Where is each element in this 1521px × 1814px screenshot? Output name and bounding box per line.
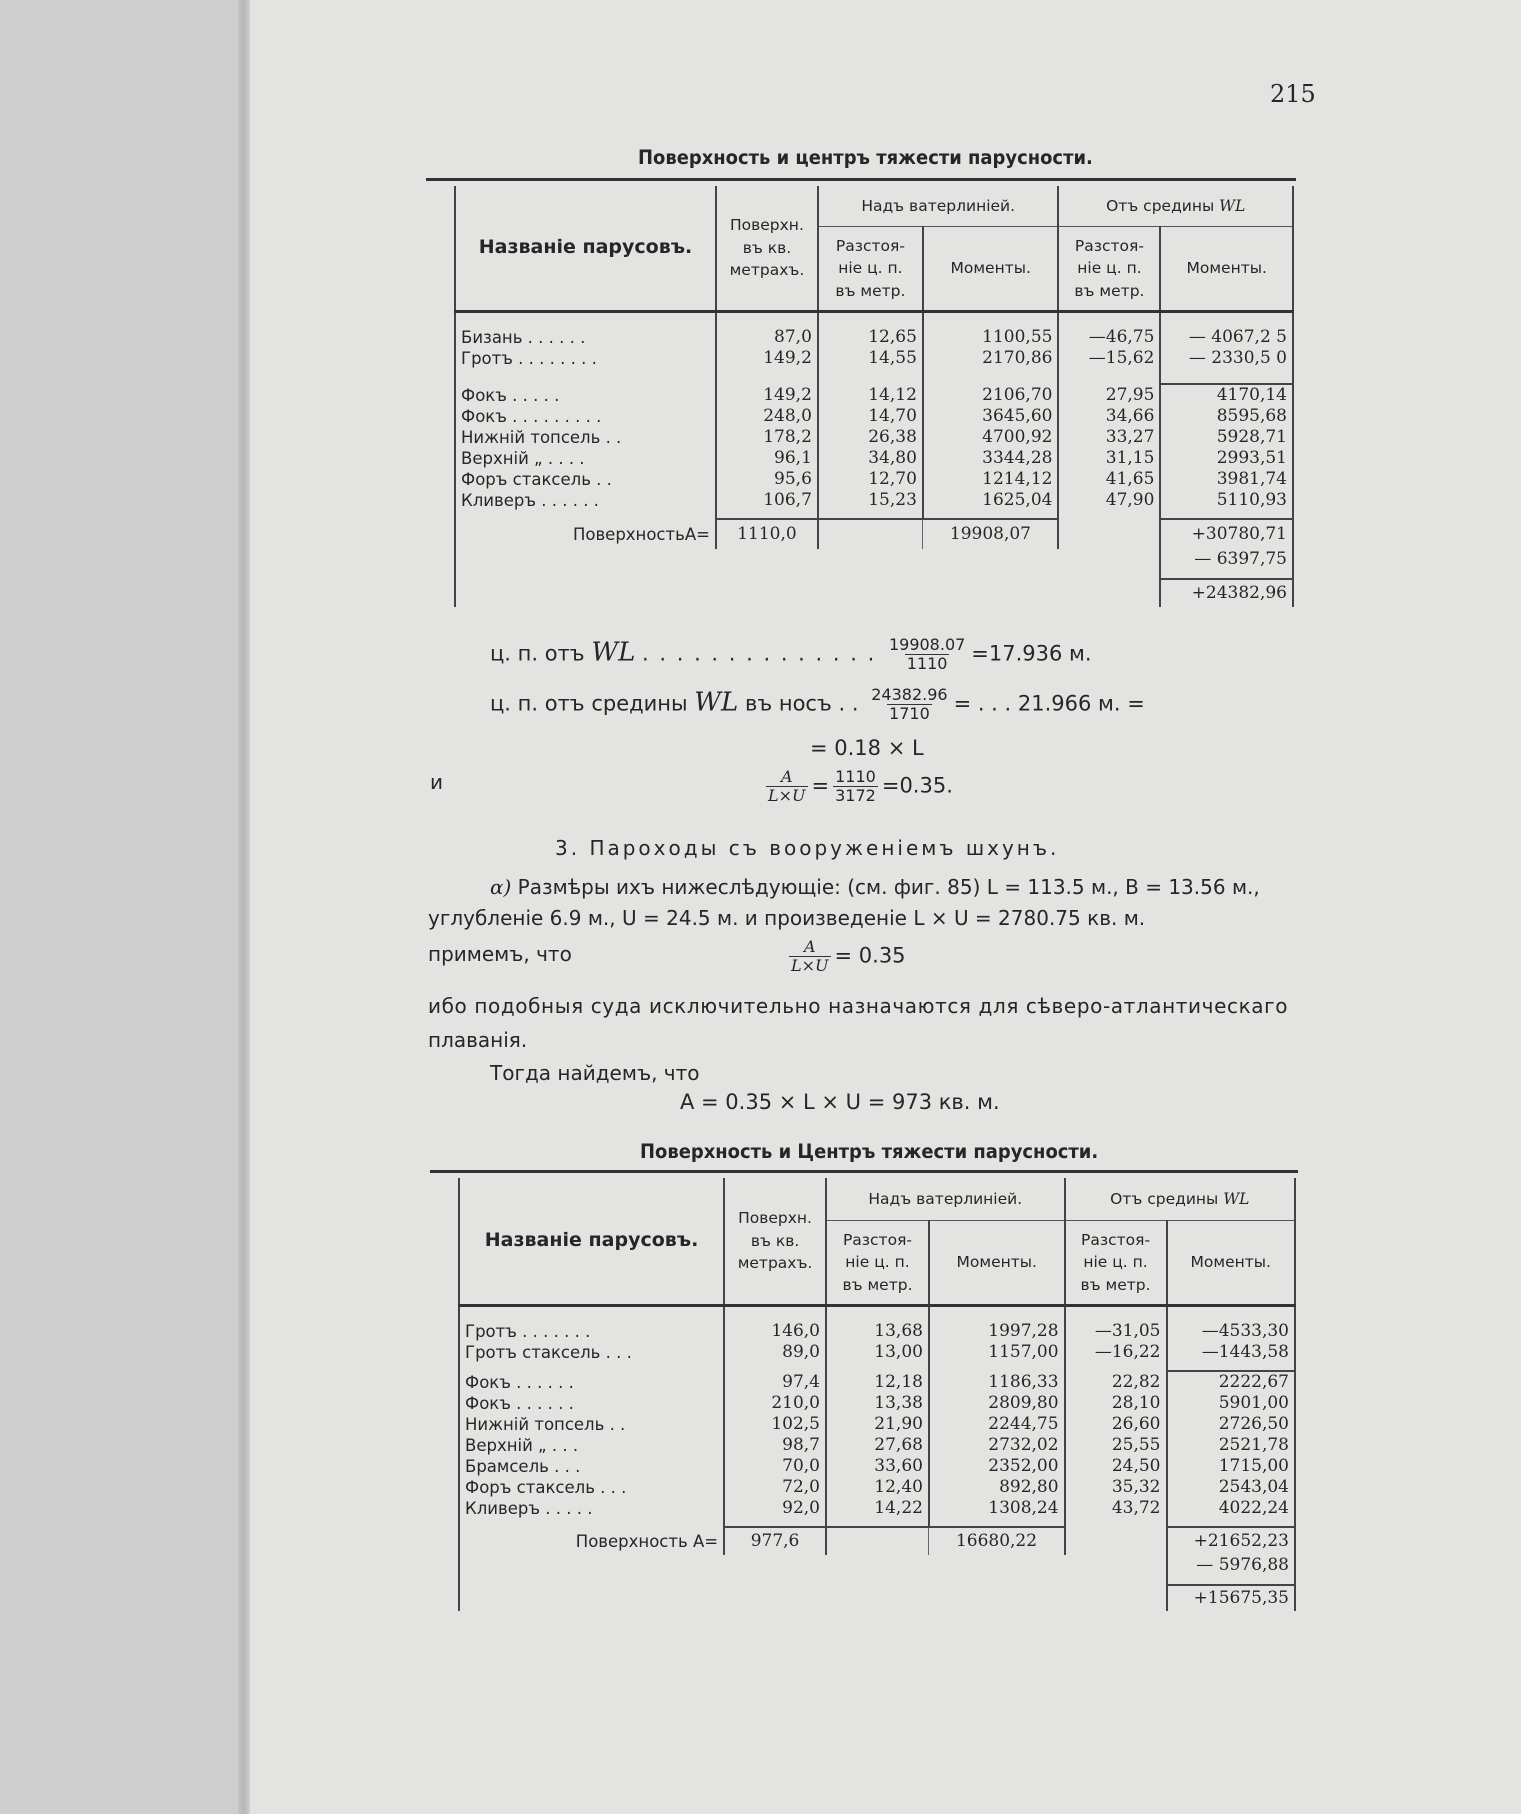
table1-header-above-wl: Надъ ватерлиніей. <box>818 186 1059 227</box>
sail-name: Брамсель . . . <box>459 1456 724 1477</box>
sail-area: 149,2 <box>716 348 818 369</box>
table2-row <box>459 1414 1295 1435</box>
sail-distance: —15,62 <box>1058 348 1160 369</box>
table2-title: Поверхность и Центръ тяжести парусности. <box>640 1140 1099 1163</box>
sail-height-moment: 2170,86 <box>923 348 1059 369</box>
sail-name: Гротъ . . . . . . . . <box>455 348 716 369</box>
sail-distance: —16,22 <box>1065 1342 1167 1363</box>
sail-height-moment: 1214,12 <box>923 469 1059 490</box>
facing-page <box>0 0 250 1814</box>
sail-height: 12,40 <box>826 1477 929 1498</box>
sail-distance-moment: 3981,74 <box>1160 469 1293 490</box>
area-formula: A = 0.35 × L × U = 973 кв. м. <box>680 1090 1000 1114</box>
table2-top-rule <box>430 1170 1298 1173</box>
sail-height: 14,55 <box>818 348 923 369</box>
sail-name: Бизань . . . . . . <box>455 327 716 348</box>
sail-distance-moment: 2521,78 <box>1167 1435 1296 1456</box>
sail-height-moment: 1308,24 <box>929 1498 1065 1519</box>
paragraph-2-line-2: плаванія. <box>428 1028 528 1052</box>
table2-row <box>459 1456 1295 1477</box>
sail-area: 248,0 <box>716 406 818 427</box>
sail-height: 15,23 <box>818 490 923 511</box>
calc-line-2: ц. п. отъ средины WL въ носъ . . $\frac{24382.96}{1710}$ = . . . 21.966 м. = <box>490 685 1145 723</box>
table2-total-area: 977,6 <box>724 1527 826 1555</box>
sail-area: 70,0 <box>724 1456 826 1477</box>
table1-row <box>455 448 1293 469</box>
table2-header-moments2: Моменты. <box>1167 1221 1296 1306</box>
sail-distance-moment: 2543,04 <box>1167 1477 1296 1498</box>
table1-header-dist2: Разстоя- ніе ц. п. въ метр. <box>1058 227 1160 312</box>
sail-distance: 28,10 <box>1065 1393 1167 1414</box>
calc-line-1: ц. п. отъ WL . . . . . . . . . . . . . . $\frac{19908.07}{1110}$ =17.936 м. <box>490 635 1092 673</box>
sail-distance-moment: 2222,67 <box>1167 1371 1296 1393</box>
sail-area: 149,2 <box>716 384 818 406</box>
table1-header-moments2: Моменты. <box>1160 227 1293 312</box>
table1-total-moment: 19908,07 <box>923 519 1059 549</box>
sail-area: 106,7 <box>716 490 818 511</box>
table2-moment-result: +15675,35 <box>1167 1585 1296 1611</box>
paragraph-2-line-1: ибо подобныя суда исключительно назначаются для сѣверо-атлантическаго <box>428 994 1289 1018</box>
sail-area: 72,0 <box>724 1477 826 1498</box>
sail-name: Кливеръ . . . . . <box>459 1498 724 1519</box>
sail-distance: 26,60 <box>1065 1414 1167 1435</box>
sail-distance-moment: 4022,24 <box>1167 1498 1296 1519</box>
sail-height: 21,90 <box>826 1414 929 1435</box>
table1-header-surface: Поверхн. въ кв. метрахъ. <box>716 186 818 312</box>
sail-height-moment: 2244,75 <box>929 1414 1065 1435</box>
table2-total-label: Поверхность A= <box>459 1527 724 1555</box>
sail-height: 12,18 <box>826 1371 929 1393</box>
page-number: 215 <box>1270 80 1316 108</box>
sail-distance-moment: —1443,58 <box>1167 1342 1296 1363</box>
sail-name: Верхній „ . . . . <box>455 448 716 469</box>
sail-distance: 43,72 <box>1065 1498 1167 1519</box>
table1-moment-result: +24382,96 <box>1160 579 1293 607</box>
table1-row <box>455 348 1293 369</box>
sail-distance: 24,50 <box>1065 1456 1167 1477</box>
sail-height-moment: 2352,00 <box>929 1456 1065 1477</box>
sail-area: 92,0 <box>724 1498 826 1519</box>
table1-header-row <box>455 186 1293 227</box>
table2-header-name: Названіе парусовъ. <box>459 1178 724 1306</box>
sail-name: Форъ стаксель . . <box>455 469 716 490</box>
sail-distance-moment: 2726,50 <box>1167 1414 1296 1435</box>
table2-moment-minus: — 5976,88 <box>1167 1555 1296 1585</box>
sail-distance: 25,55 <box>1065 1435 1167 1456</box>
calc-line-3: = 0.18 × L <box>810 736 924 760</box>
table2-row <box>459 1342 1295 1363</box>
sail-name: Фокъ . . . . . . <box>459 1371 724 1393</box>
table2-row <box>459 1498 1295 1519</box>
sail-area: 95,6 <box>716 469 818 490</box>
sail-height-moment: 892,80 <box>929 1477 1065 1498</box>
book-page <box>250 0 1521 1814</box>
table1-row <box>455 469 1293 490</box>
sail-name: Фокъ . . . . . . . . . <box>455 406 716 427</box>
table2-moment-plus: +21652,23 <box>1167 1527 1296 1555</box>
sail-height-moment: 2106,70 <box>923 384 1059 406</box>
table1-top-rule <box>426 178 1296 181</box>
table1-row <box>455 427 1293 448</box>
table1-total-label: ПоверхностьA= <box>455 519 716 549</box>
sail-height: 33,60 <box>826 1456 929 1477</box>
table2-header-dist: Разстоя- ніе ц. п. въ метр. <box>826 1221 929 1306</box>
sail-height-moment: 1157,00 <box>929 1342 1065 1363</box>
sail-distance-moment: 1715,00 <box>1167 1456 1296 1477</box>
sail-area: 87,0 <box>716 327 818 348</box>
sail-distance: 41,65 <box>1058 469 1160 490</box>
sail-distance: 47,90 <box>1058 490 1160 511</box>
sail-name: Гротъ . . . . . . . <box>459 1321 724 1342</box>
table2-header-above-wl: Надъ ватерлиніей. <box>826 1178 1065 1221</box>
sail-name: Верхній „ . . . <box>459 1435 724 1456</box>
sail-distance: 33,27 <box>1058 427 1160 448</box>
sail-area: 146,0 <box>724 1321 826 1342</box>
table1 <box>454 186 1294 607</box>
sail-name: Кливеръ . . . . . . <box>455 490 716 511</box>
calc-and: и <box>430 770 443 794</box>
sail-distance-moment: 5110,93 <box>1160 490 1293 511</box>
ratio-formula: $\frac{A}{L\times U}$ = 0.35 <box>791 937 906 975</box>
sail-distance: 34,66 <box>1058 406 1160 427</box>
table2-header-surface: Поверхн. въ кв. метрахъ. <box>724 1178 826 1306</box>
table1-header-moments: Моменты. <box>923 227 1059 312</box>
sail-height-moment: 1625,04 <box>923 490 1059 511</box>
table2-header-from-mid: Отъ средины WL <box>1065 1178 1295 1221</box>
sail-distance: —31,05 <box>1065 1321 1167 1342</box>
sail-height-moment: 1997,28 <box>929 1321 1065 1342</box>
sail-name: Нижній топсель . . <box>455 427 716 448</box>
sail-name: Фокъ . . . . . <box>455 384 716 406</box>
sail-name: Форъ стаксель . . . <box>459 1477 724 1498</box>
paragraph-1-line-2: углубленіе 6.9 м., U = 24.5 м. и произведеніе L × U = 2780.75 кв. м. <box>428 906 1146 930</box>
sail-height-moment: 2732,02 <box>929 1435 1065 1456</box>
sail-area: 178,2 <box>716 427 818 448</box>
sail-distance-moment: — 2330,5 0 <box>1160 348 1293 369</box>
sail-distance-moment: —4533,30 <box>1167 1321 1296 1342</box>
sail-distance: —46,75 <box>1058 327 1160 348</box>
sail-area: 210,0 <box>724 1393 826 1414</box>
sail-distance-moment: 4170,14 <box>1160 384 1293 406</box>
table2-row <box>459 1393 1295 1414</box>
table2-row <box>459 1477 1295 1498</box>
table1-moment-minus: — 6397,75 <box>1160 549 1293 579</box>
paragraph-3: Тогда найдемъ, что <box>490 1061 700 1085</box>
table1-header-from-mid: Отъ средины WL <box>1058 186 1293 227</box>
table1-title: Поверхность и центръ тяжести парусности. <box>638 146 1093 169</box>
table1-row <box>455 384 1293 406</box>
sail-height: 14,22 <box>826 1498 929 1519</box>
sail-area: 89,0 <box>724 1342 826 1363</box>
sail-height: 27,68 <box>826 1435 929 1456</box>
table2-total-moment: 16680,22 <box>929 1527 1065 1555</box>
sail-distance: 22,82 <box>1065 1371 1167 1393</box>
sail-name: Нижній топсель . . <box>459 1414 724 1435</box>
sail-height-moment: 3344,28 <box>923 448 1059 469</box>
sail-distance: 27,95 <box>1058 384 1160 406</box>
table2-total-row <box>459 1527 1295 1555</box>
sail-area: 96,1 <box>716 448 818 469</box>
sail-height: 26,38 <box>818 427 923 448</box>
sail-distance-moment: 2993,51 <box>1160 448 1293 469</box>
sail-height: 12,65 <box>818 327 923 348</box>
table1-moment-plus: +30780,71 <box>1160 519 1293 549</box>
table1-total-area: 1110,0 <box>716 519 818 549</box>
sail-height: 13,68 <box>826 1321 929 1342</box>
table1-header-dist: Разстоя- ніе ц. п. въ метр. <box>818 227 923 312</box>
table2-row <box>459 1321 1295 1342</box>
sail-height: 34,80 <box>818 448 923 469</box>
table1-row <box>455 406 1293 427</box>
sail-distance: 31,15 <box>1058 448 1160 469</box>
sail-name: Фокъ . . . . . . <box>459 1393 724 1414</box>
sail-height: 13,38 <box>826 1393 929 1414</box>
sail-height: 14,12 <box>818 384 923 406</box>
table1-total-row <box>455 519 1293 549</box>
table2-header-moments: Моменты. <box>929 1221 1065 1306</box>
table1-header-name: Названіе парусовъ. <box>455 186 716 312</box>
sail-height-moment: 1186,33 <box>929 1371 1065 1393</box>
sail-height-moment: 4700,92 <box>923 427 1059 448</box>
sail-height-moment: 1100,55 <box>923 327 1059 348</box>
table2-header-row <box>459 1178 1295 1221</box>
sail-distance-moment: — 4067,2 5 <box>1160 327 1293 348</box>
sail-distance-moment: 5901,00 <box>1167 1393 1296 1414</box>
sail-height-moment: 2809,80 <box>929 1393 1065 1414</box>
sail-height: 12,70 <box>818 469 923 490</box>
sail-distance: 35,32 <box>1065 1477 1167 1498</box>
table2-row <box>459 1435 1295 1456</box>
sail-height-moment: 3645,60 <box>923 406 1059 427</box>
sail-area: 102,5 <box>724 1414 826 1435</box>
sail-height: 14,70 <box>818 406 923 427</box>
table1-row <box>455 490 1293 511</box>
table2-header-dist2: Разстоя- ніе ц. п. въ метр. <box>1065 1221 1167 1306</box>
paragraph-1-line-1: α) Размѣры ихъ нижеслѣдующіе: (см. фиг. 85) L = 113.5 м., B = 13.56 м., <box>490 875 1260 899</box>
calc-line-4: $\frac{A}{L\times U}$ = $\frac{1110}{3172}$ =0.35. <box>768 767 953 805</box>
sail-area: 98,7 <box>724 1435 826 1456</box>
sail-name: Гротъ стаксель . . . <box>459 1342 724 1363</box>
sail-height: 13,00 <box>826 1342 929 1363</box>
paragraph-1-line-3: примемъ, что <box>428 942 572 966</box>
table2-row <box>459 1371 1295 1393</box>
section-heading: 3. Пароходы съ вооруженіемъ шхунъ. <box>555 836 1060 860</box>
sail-distance-moment: 5928,71 <box>1160 427 1293 448</box>
sail-distance-moment: 8595,68 <box>1160 406 1293 427</box>
sail-area: 97,4 <box>724 1371 826 1393</box>
table2 <box>458 1178 1296 1611</box>
table1-row <box>455 327 1293 348</box>
